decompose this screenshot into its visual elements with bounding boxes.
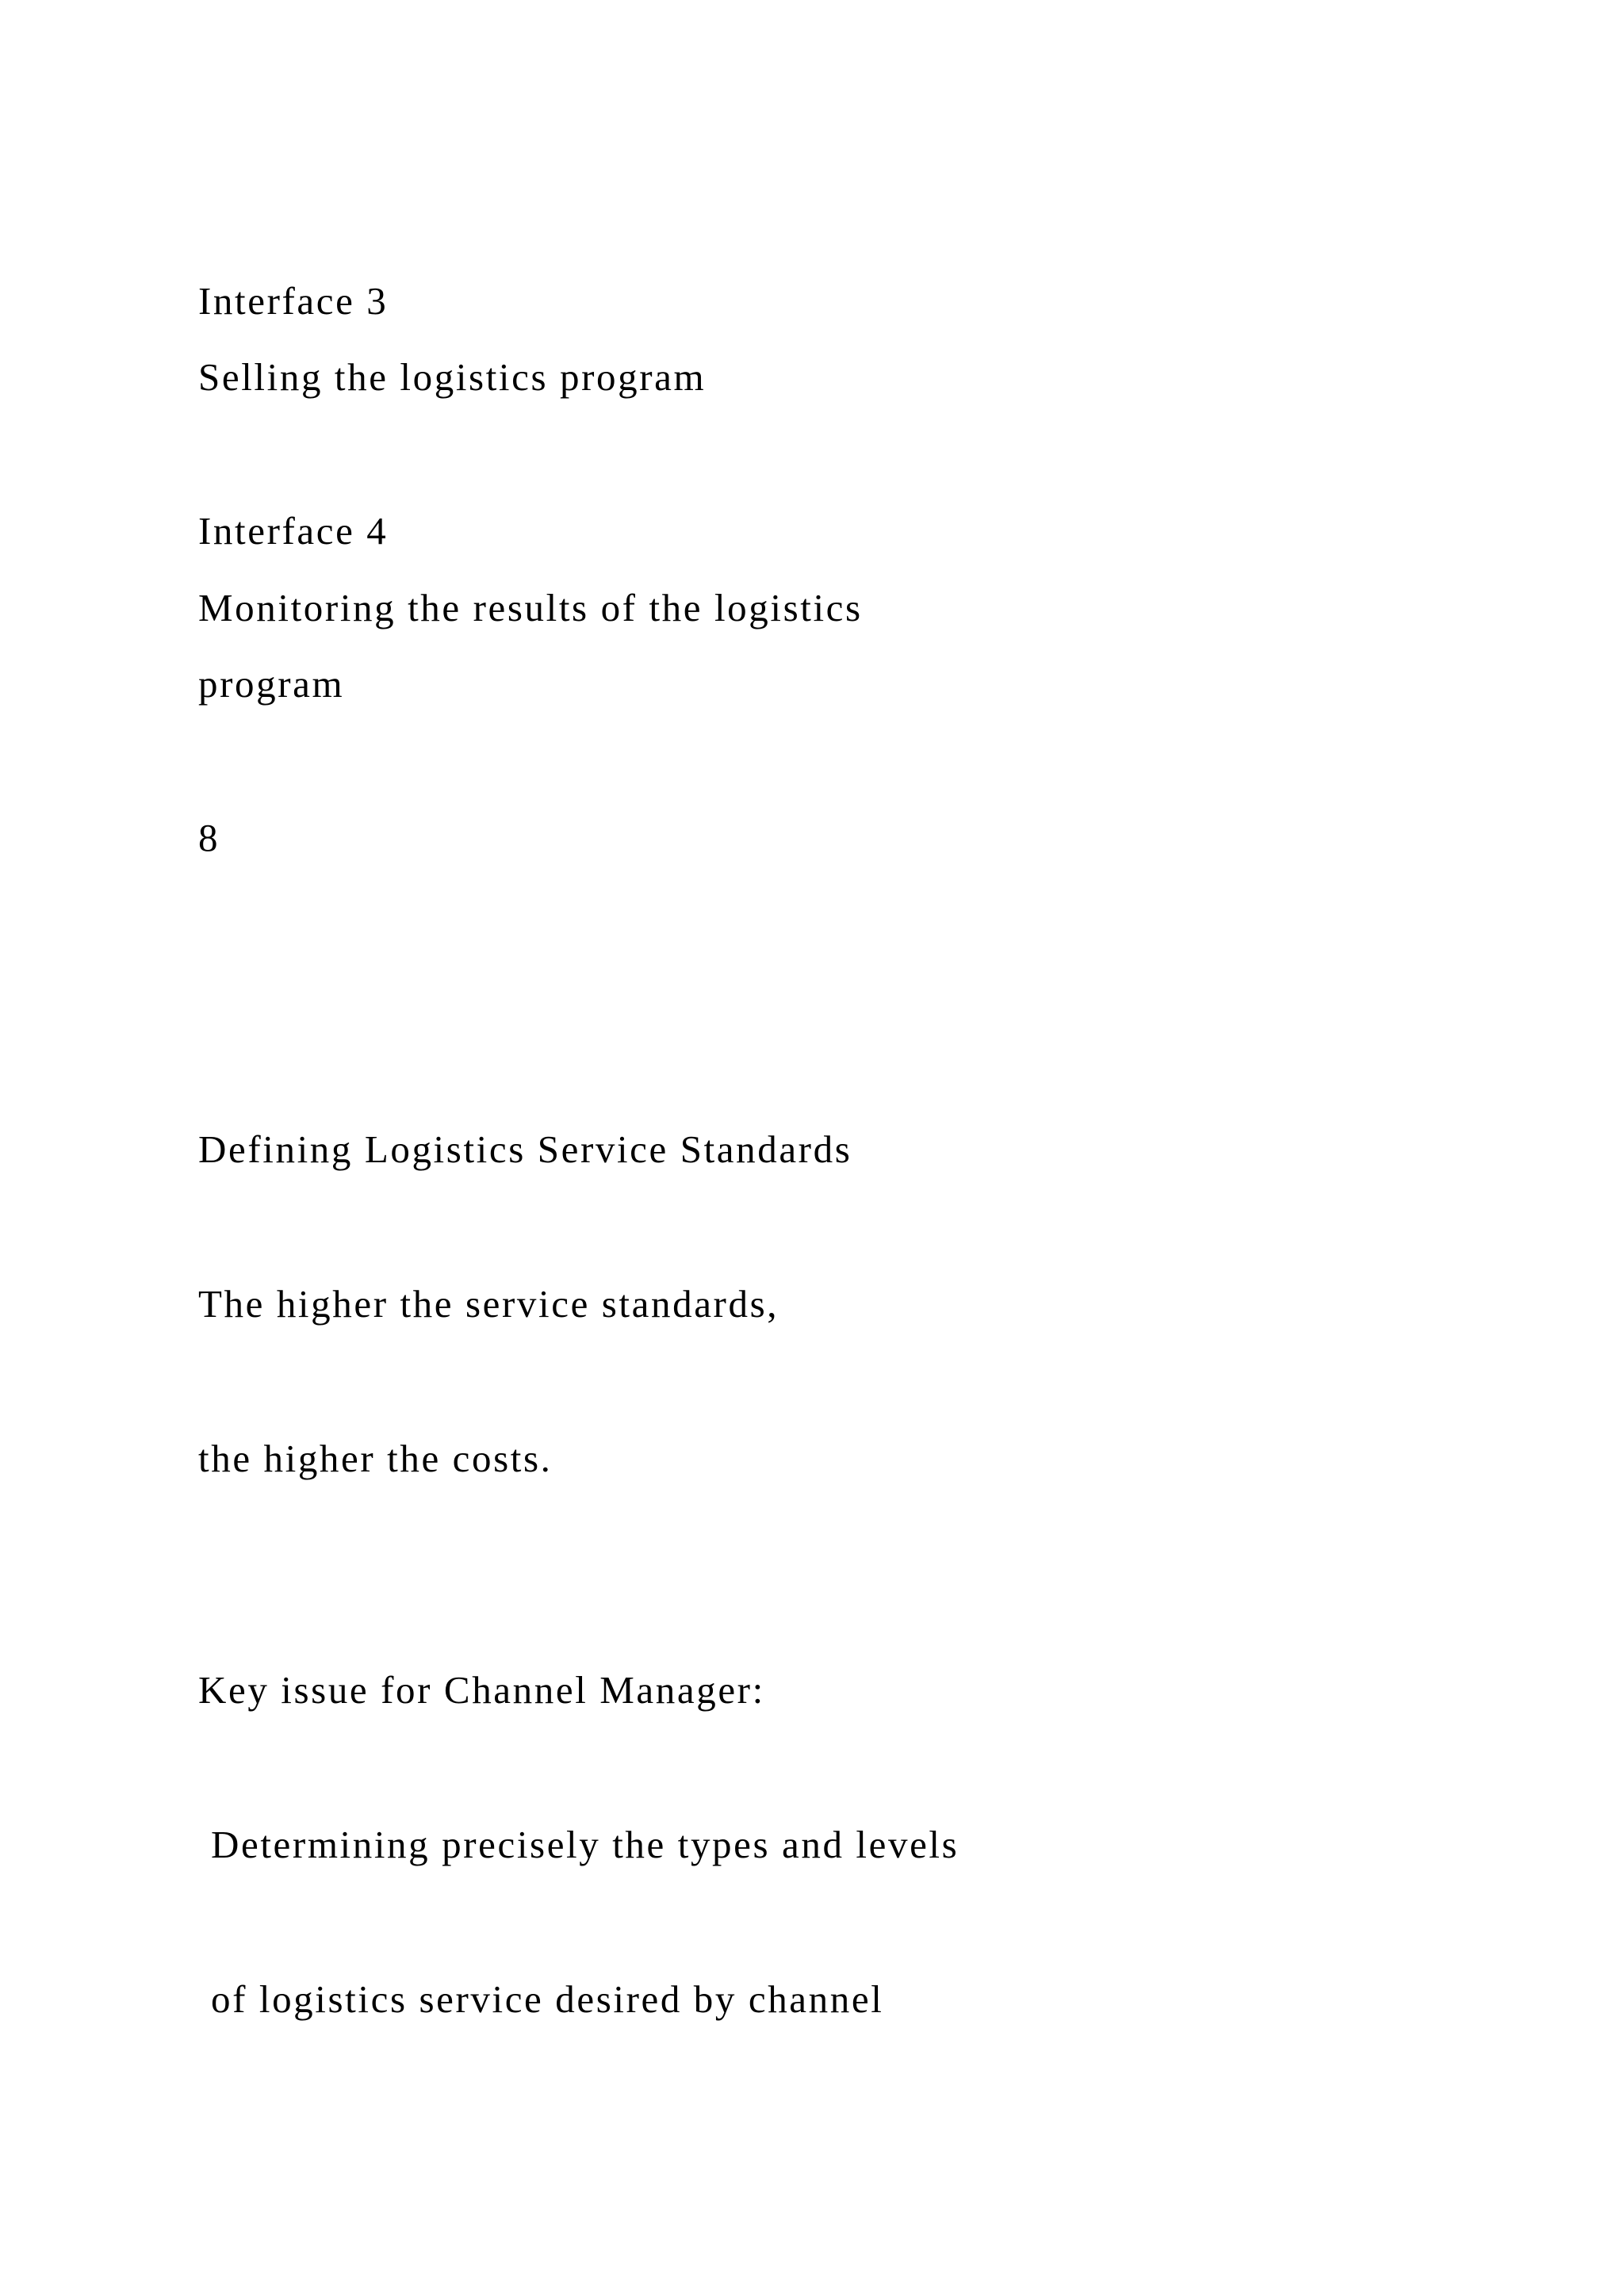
interface-4-description-line-1: Monitoring the results of the logistics <box>198 586 863 629</box>
statement-line-2: the higher the costs. <box>198 1437 553 1480</box>
page-number: 8 <box>198 816 220 859</box>
interface-4-description-line-2: program <box>198 662 345 706</box>
key-issue-line-2: of logistics service desired by channel <box>211 1977 884 2021</box>
section-heading: Defining Logistics Service Standards <box>198 1127 852 1171</box>
key-issue-label: Key issue for Channel Manager: <box>198 1668 765 1712</box>
interface-3-label: Interface 3 <box>198 279 389 323</box>
statement-line-1: The higher the service standards, <box>198 1282 779 1326</box>
interface-3-description: Selling the logistics program <box>198 355 707 399</box>
key-issue-line-1: Determining precisely the types and levels <box>211 1823 959 1866</box>
interface-4-label: Interface 4 <box>198 509 389 553</box>
